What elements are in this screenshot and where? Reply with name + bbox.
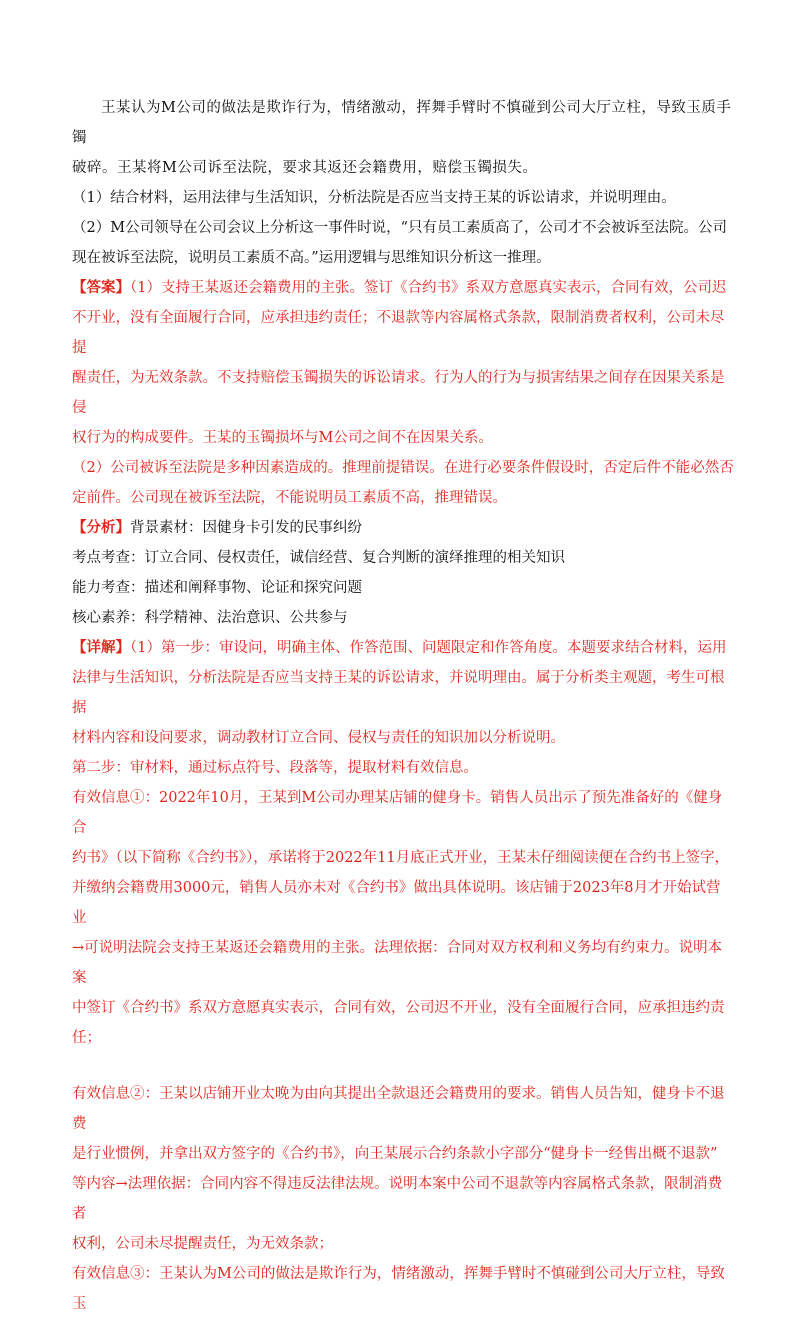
answer-label: 【答案】 [72, 279, 130, 296]
detail-line: 中签订《合约书》系双方意愿真实表示，合同有效，公司迟不开业，没有全面履行合同，应承担违约责任； [72, 1000, 725, 1046]
detail-line: 第二步：审材料，通过标点符号、段落等，提取材料有效信息。 [72, 760, 478, 776]
analysis-label: 【分析】 [72, 519, 130, 536]
answer-line [72, 273, 734, 303]
detail-line: 有效信息①：2022年10月，王某到M公司办理某店铺的健身卡。销售人员出示了预先准备好的《健身合 [72, 790, 723, 836]
detail-line: 有效信息②：王某以店铺开业太晚为由向其提出全款退还会籍费用的要求。销售人员告知，健身卡不退费 [72, 1086, 725, 1132]
answer-line: 定前件。公司现在被诉至法院，不能说明员工素质不高，推理错误。 [72, 490, 507, 506]
answer-line: 权行为的构成要件。王某的玉镯损坏与M公司之间不在因果关系。 [72, 430, 493, 446]
question-1: （1）结合材料，运用法律与生活知识，分析法院是否应当支持王某的诉讼请求，并说明理由。 [72, 190, 676, 206]
detail-line: 约书》（以下简称《合约书》），承诺将于2022年11月底正式开业，王某未仔细阅读便在合约书上签字， [72, 850, 730, 866]
detail-line: 是行业惯例，并拿出双方签字的《合约书》，向王某展示合约条款小字部分“健身卡一经售出概不退款” [72, 1146, 718, 1162]
analysis-exam-points: 考点考查：订立合同、侵权责任，诚信经营、复合判断的演绎推理的相关知识 [72, 550, 565, 566]
answer-line: 不开业，没有全面履行合同，应承担违约责任；不退款等内容属格式条款，限制消费者权利，公司未尽提 [72, 310, 725, 356]
answer-section [72, 273, 734, 513]
detail-line: 材料内容和设问要求，调动教材订立合同、侵权与责任的知识加以分析说明。 [72, 730, 565, 746]
detail-section [72, 633, 734, 1319]
detail-line: →可说明法院会支持王某返还会籍费用的主张。法理依据：合同对双方权利和义务均有约束力。说明本案 [72, 940, 723, 986]
analysis-ability: 能力考查：描述和阐释事物、论证和探究问题 [72, 580, 362, 596]
detail-line: 权利，公司未尽提醒责任，为无效条款； [72, 1236, 333, 1252]
analysis-background: 背景素材：因健身卡引发的民事纠纷 [130, 520, 362, 536]
analysis-literacy: 核心素养：科学精神、法治意识、公共参与 [72, 610, 348, 626]
document-content [72, 93, 734, 1319]
answer-text: （1）支持王某返还会籍费用的主张。签订《合约书》系双方意愿真实表示，合同有效，公司迟 [130, 280, 727, 296]
detail-text: （1）第一步：审设问，明确主体、作答范围、问题限定和作答角度。本题要求结合材料，运用 [130, 640, 727, 656]
material-line: 王某认为M公司的做法是欺诈行为，情绪激动，挥舞手臂时不慎碰到公司大厅立柱，导致玉质手镯 [72, 100, 732, 146]
paragraph-gap [72, 1053, 734, 1079]
question-2-line: （2）M公司领导在公司会议上分析这一事件时说，“只有员工素质高了，公司才不会被诉至法院。公司 [72, 220, 727, 236]
detail-line: 法律与生活知识，分析法院是否应当支持王某的诉讼请求，并说明理由。属于分析类主观题，考生可根据 [72, 670, 725, 716]
material-line: 破碎。王某将M公司诉至法院，要求其返还会籍费用，赔偿玉镯损失。 [72, 160, 538, 176]
questions [72, 183, 734, 273]
detail-line: 并缴纳会籍费用3000元，销售人员亦未对《合约书》做出具体说明。该店铺于2023年8月才开始试营业 [72, 880, 721, 926]
answer-line: （2）公司被诉至法院是多种因素造成的。推理前提错误。在进行必要条件假设时，否定后件不能必然否 [72, 460, 734, 476]
detail-line: 等内容→法理依据：合同内容不得违反法律法规。说明本案中公司不退款等内容属格式条款，限制消费者 [72, 1176, 723, 1222]
detail-line [72, 633, 734, 663]
answer-line: 醒责任，为无效条款。不支持赔偿玉镯损失的诉讼请求。行为人的行为与损害结果之间存在因果关系是侵 [72, 370, 725, 416]
material-paragraph [72, 93, 734, 183]
question-2-line: 现在被诉至法院，说明员工素质不高。”运用逻辑与思维知识分析这一推理。 [72, 250, 551, 266]
detail-line: 有效信息③：王某认为M公司的做法是欺诈行为，情绪激动，挥舞手臂时不慎碰到公司大厅立柱，导致玉 [72, 1266, 725, 1312]
detail-label: 【详解】 [72, 639, 130, 656]
analysis-line [72, 513, 734, 543]
analysis-section [72, 513, 734, 633]
